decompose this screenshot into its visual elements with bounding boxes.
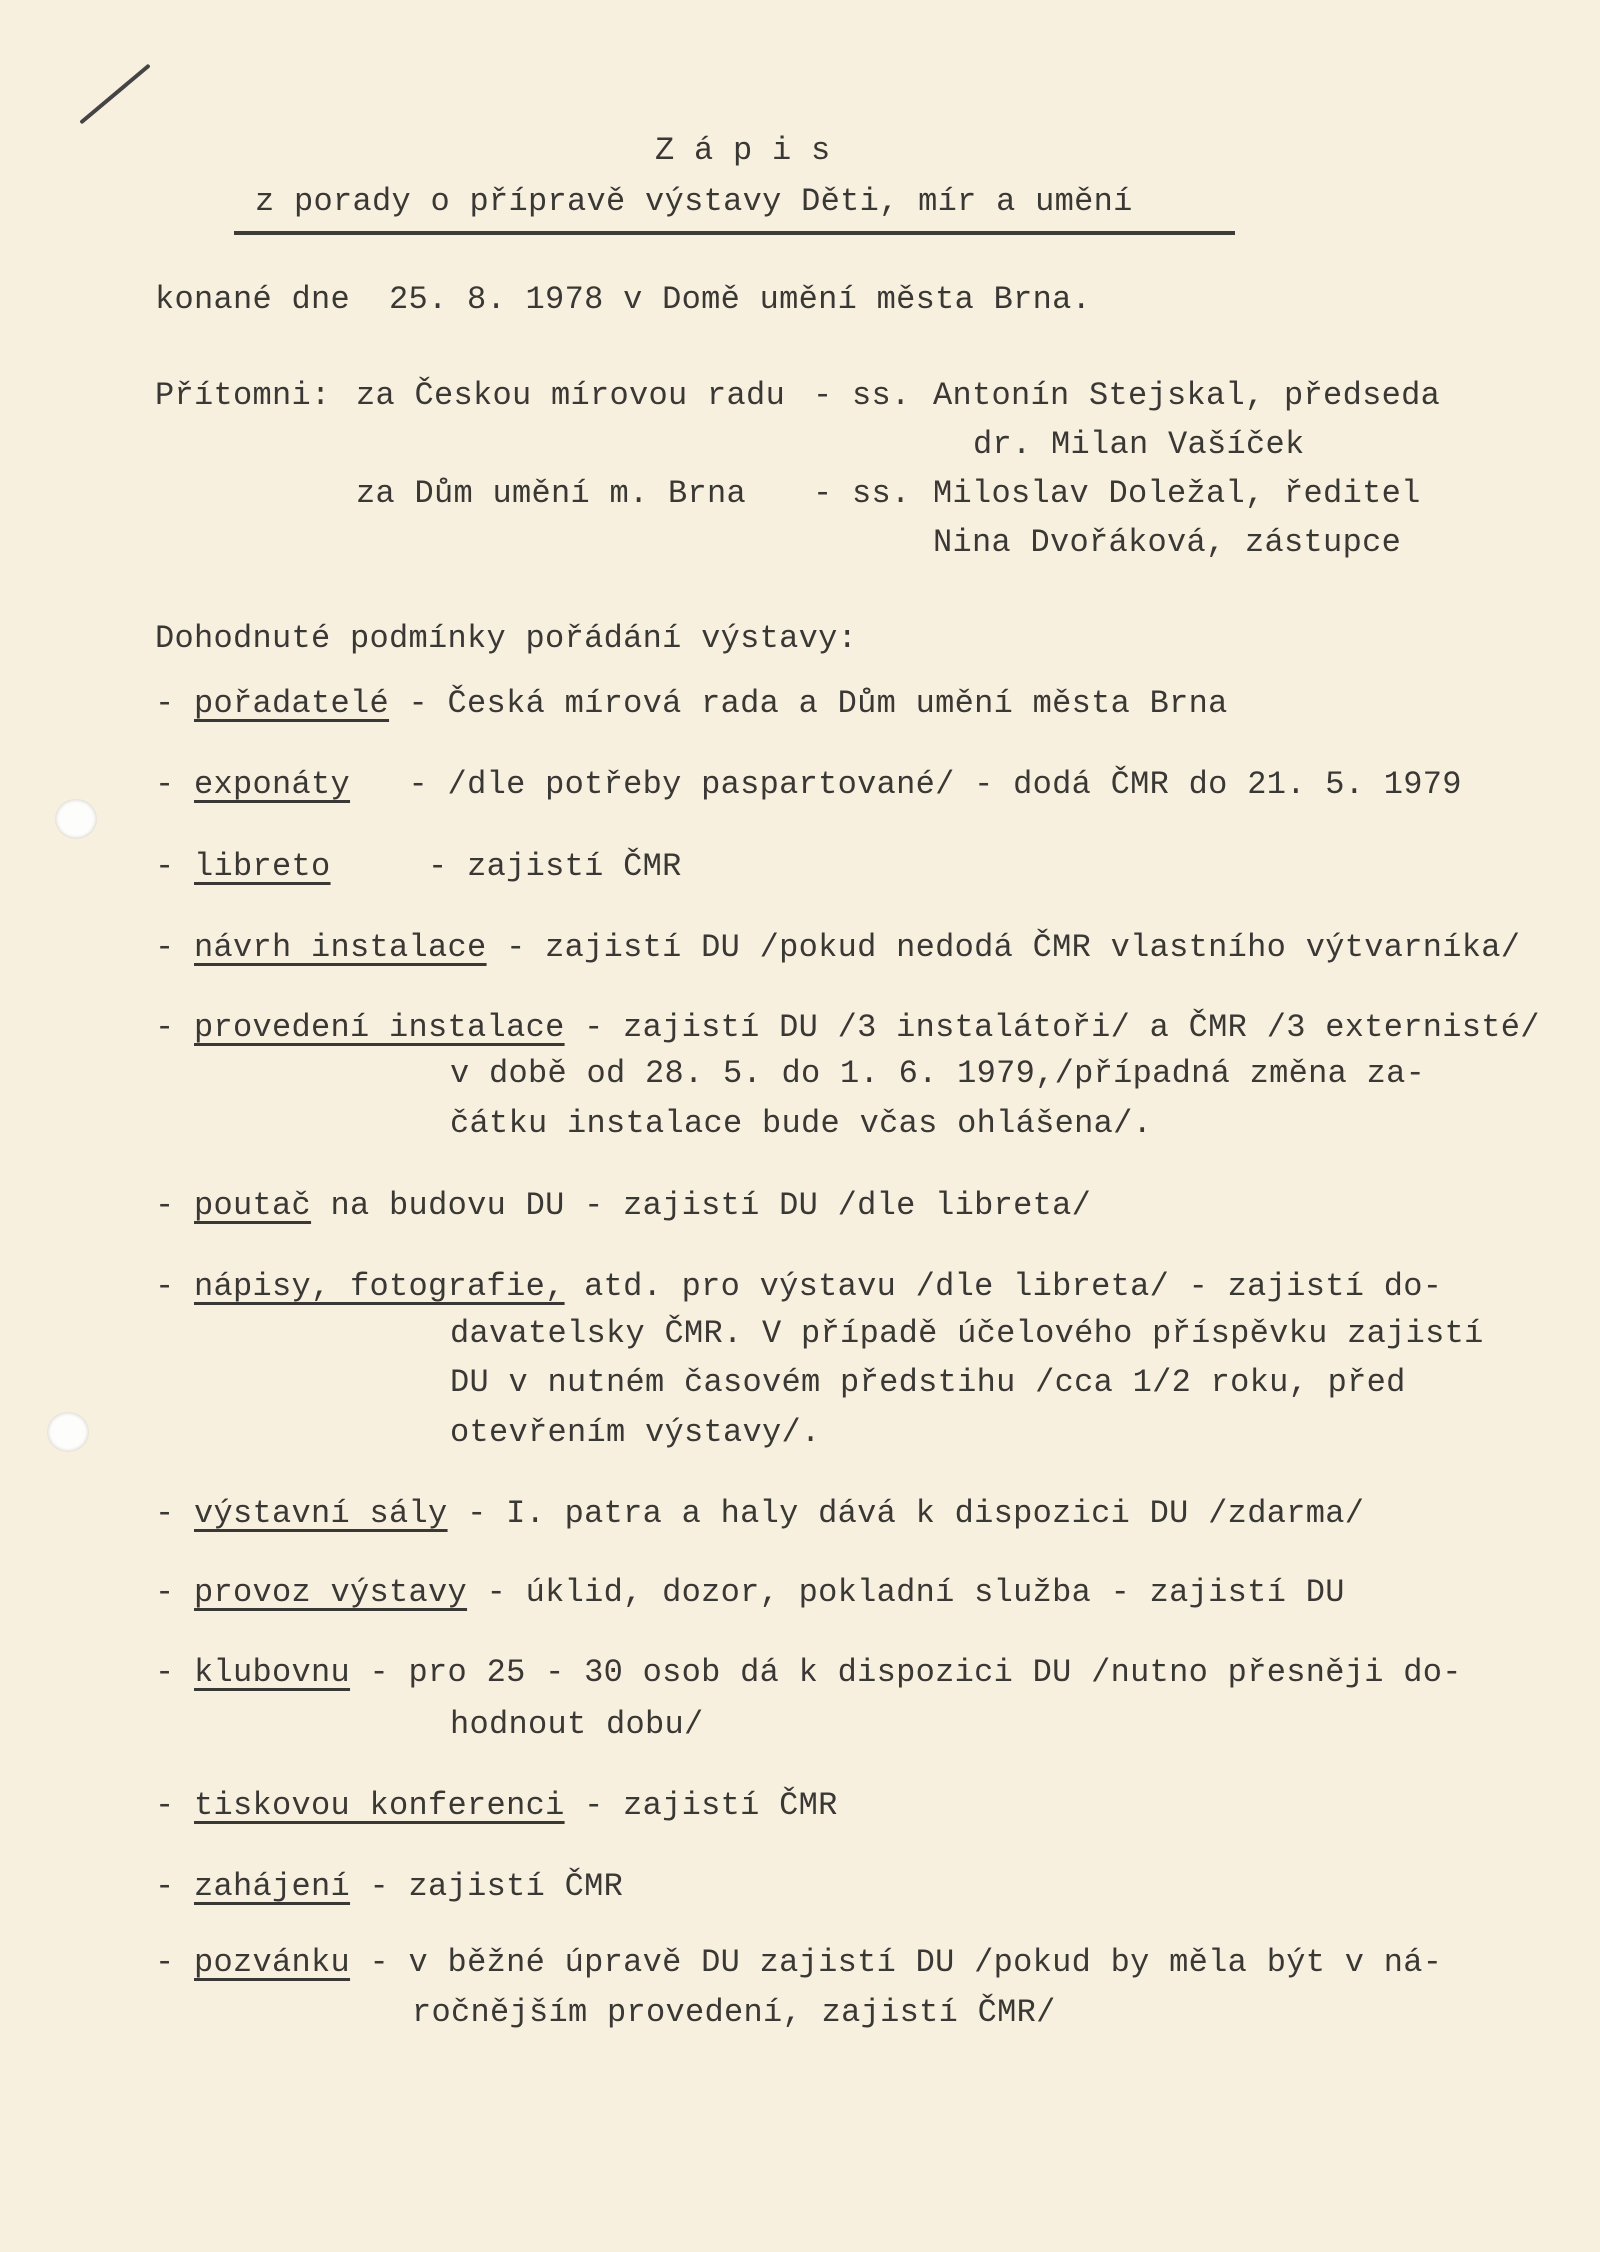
condition-item bbox=[155, 1867, 623, 1907]
attendee: Miloslav Doležal, ředitel bbox=[933, 475, 1421, 512]
item-term: výstavní sály bbox=[194, 1495, 448, 1532]
punch-hole bbox=[47, 1412, 89, 1452]
punch-hole bbox=[55, 799, 97, 839]
condition-item bbox=[155, 1573, 1345, 1613]
item-continuation: DU v nutném časovém předstihu /cca 1/2 roku, před bbox=[450, 1364, 1406, 1401]
condition-item bbox=[155, 684, 1228, 724]
item-term: pozvánku bbox=[194, 1944, 351, 1981]
item-term: klubovnu bbox=[194, 1654, 351, 1691]
item-text: - zajistí ČMR bbox=[330, 848, 682, 885]
item-continuation: otevřením výstavy/. bbox=[450, 1414, 821, 1451]
item-dash: - bbox=[155, 685, 195, 722]
item-term: návrh instalace bbox=[194, 929, 487, 966]
condition-item bbox=[155, 1267, 1442, 1307]
item-dash: - bbox=[155, 1574, 195, 1611]
attendee: dr. Milan Vašíček bbox=[973, 426, 1305, 463]
item-term: exponáty bbox=[194, 766, 351, 803]
item-text: - v běžné úpravě DU zajistí DU /pokud by měla být v ná- bbox=[350, 1944, 1443, 1981]
item-dash: - bbox=[155, 1187, 195, 1224]
item-term: provedení instalace bbox=[194, 1009, 565, 1046]
condition-item bbox=[155, 847, 682, 887]
item-text: - zajistí ČMR bbox=[564, 1787, 838, 1824]
item-continuation: hodnout dobu/ bbox=[450, 1706, 704, 1743]
item-text: - I. patra a haly dává k dispozici DU /zdarma/ bbox=[447, 1495, 1365, 1532]
condition-item bbox=[155, 1943, 1442, 1983]
item-text: atd. pro výstavu /dle libreta/ - zajistí do- bbox=[564, 1268, 1443, 1305]
attendee: Antonín Stejskal, předseda bbox=[933, 377, 1441, 414]
item-term: provoz výstavy bbox=[194, 1574, 468, 1611]
item-text: - Česká mírová rada a Dům umění města Brna bbox=[389, 685, 1228, 722]
item-continuation: davatelsky ČMR. V případě účelového příspěvku zajistí bbox=[450, 1315, 1484, 1352]
item-text: - zajistí DU /3 instalátoři/ a ČMR /3 externisté/ bbox=[564, 1009, 1540, 1046]
item-dash: - bbox=[155, 1654, 195, 1691]
item-dash: - bbox=[155, 1944, 195, 1981]
document-title: Z á p i s bbox=[655, 132, 831, 169]
document-subtitle: z porady o přípravě výstavy Děti, mír a umění bbox=[255, 183, 1133, 220]
pencil-mark bbox=[79, 64, 151, 125]
item-dash: - bbox=[155, 1268, 195, 1305]
item-text: - zajistí ČMR bbox=[350, 1868, 624, 1905]
attendees-dash: - ss. bbox=[813, 475, 911, 512]
item-text: - úklid, dozor, pokladní služba - zajistí DU bbox=[467, 1574, 1345, 1611]
item-term: tiskovou konferenci bbox=[194, 1787, 565, 1824]
item-dash: - bbox=[155, 1868, 195, 1905]
item-text: na budovu DU - zajistí DU /dle libreta/ bbox=[311, 1187, 1092, 1224]
attendees-label: Přítomni: bbox=[155, 377, 331, 414]
item-dash: - bbox=[155, 1787, 195, 1824]
item-text: - pro 25 - 30 osob dá k dispozici DU /nutno přesněji do- bbox=[350, 1654, 1462, 1691]
item-term: nápisy, fotografie, bbox=[194, 1268, 565, 1305]
condition-item bbox=[155, 1494, 1364, 1534]
condition-item bbox=[155, 1008, 1540, 1048]
item-dash: - bbox=[155, 929, 195, 966]
attendee: Nina Dvořáková, zástupce bbox=[933, 524, 1402, 561]
condition-item bbox=[155, 1653, 1462, 1693]
item-term: zahájení bbox=[194, 1868, 351, 1905]
item-term: pořadatelé bbox=[194, 685, 390, 722]
item-text: - zajistí DU /pokud nedodá ČMR vlastního výtvarníka/ bbox=[486, 929, 1521, 966]
item-continuation: čátku instalace bude včas ohlášena/. bbox=[450, 1105, 1153, 1142]
item-dash: - bbox=[155, 848, 195, 885]
item-text: - /dle potřeby paspartované/ - dodá ČMR do 21. 5. 1979 bbox=[350, 766, 1462, 803]
conditions-heading: Dohodnuté podmínky pořádání výstavy: bbox=[155, 620, 858, 657]
item-dash: - bbox=[155, 766, 195, 803]
item-dash: - bbox=[155, 1495, 195, 1532]
title-rule bbox=[234, 231, 1235, 235]
attendees-group-2: za Dům umění m. Brna bbox=[356, 475, 747, 512]
item-continuation: ročnějším provedení, zajistí ČMR/ bbox=[412, 1994, 1056, 2031]
condition-item bbox=[155, 765, 1462, 805]
item-dash: - bbox=[155, 1009, 195, 1046]
condition-item bbox=[155, 1786, 838, 1826]
item-term: poutač bbox=[194, 1187, 312, 1224]
attendees-dash: - ss. bbox=[813, 377, 911, 414]
meeting-line: konané dne 25. 8. 1978 v Domě umění města Brna. bbox=[155, 281, 1092, 318]
item-term: libreto bbox=[194, 848, 331, 885]
item-continuation: v době od 28. 5. do 1. 6. 1979,/případná změna za- bbox=[450, 1055, 1426, 1092]
attendees-group-1: za Českou mírovou radu bbox=[356, 377, 786, 414]
condition-item bbox=[155, 928, 1520, 968]
condition-item bbox=[155, 1186, 1091, 1226]
